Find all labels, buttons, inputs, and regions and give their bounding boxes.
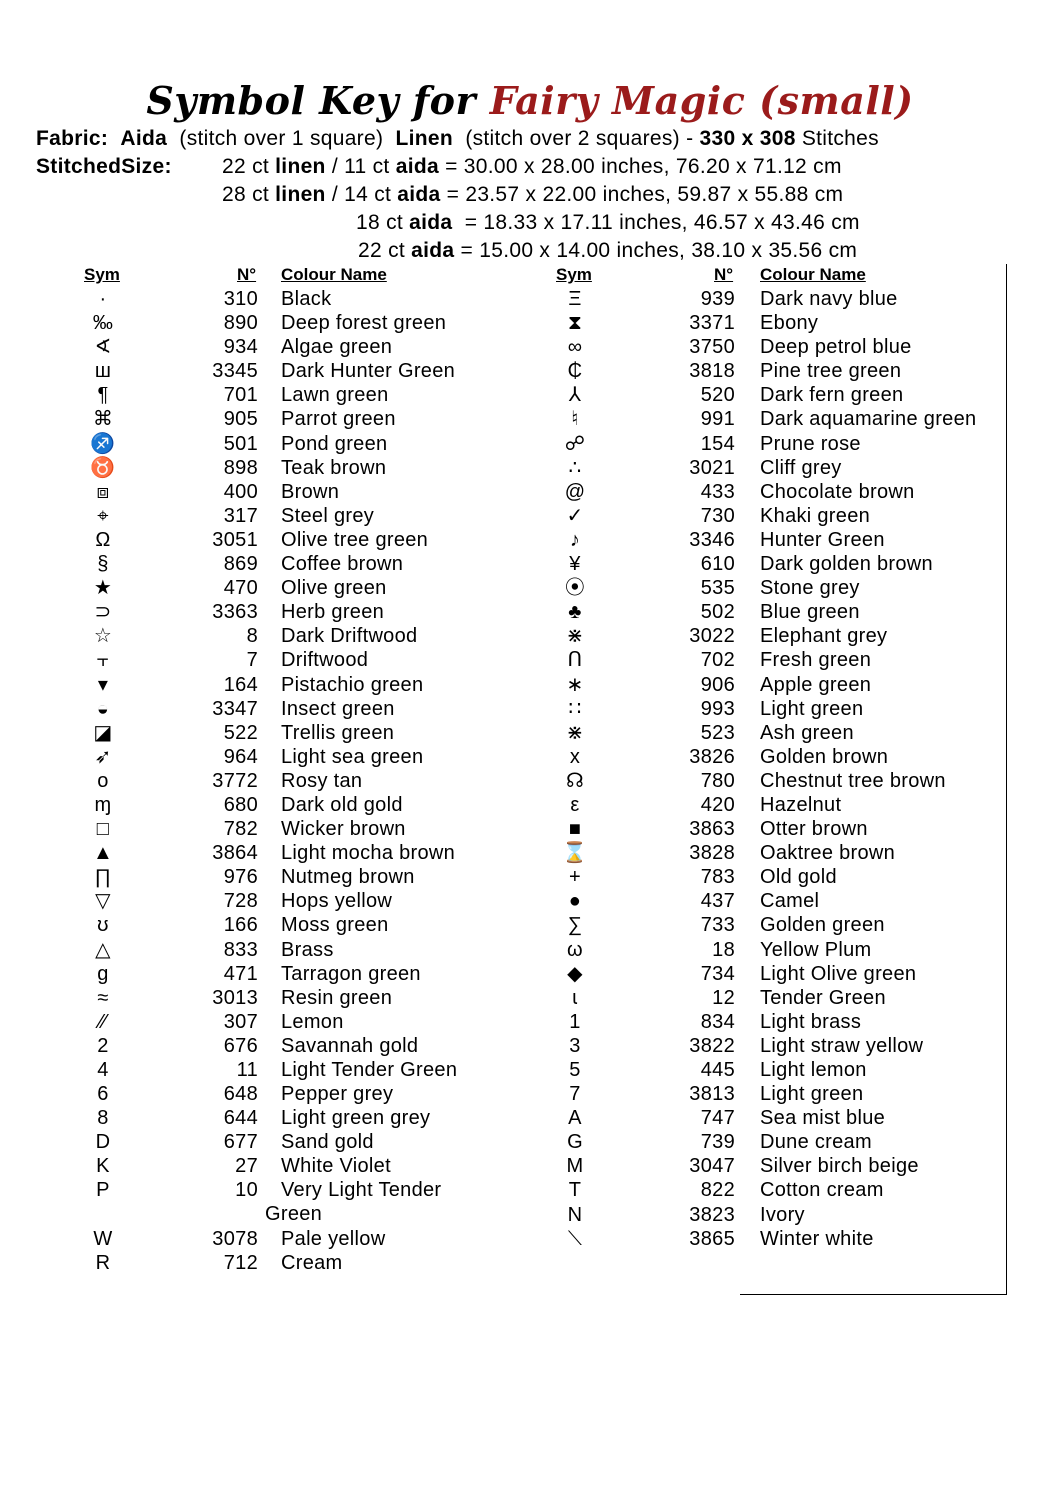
thread-number: 3863 [689,818,735,841]
symbol-glyph: G [567,1131,583,1154]
thread-number: 470 [223,577,258,600]
colour-name: Dark Hunter Green [281,360,456,383]
title-prefix: Symbol Key for [146,78,477,123]
thread-number: 166 [223,914,258,937]
symbol-glyph: ⧈ [96,480,110,503]
colour-name: Pine tree green [760,360,902,383]
thread-number: 730 [700,504,735,527]
symbol-glyph: Ξ [568,288,582,310]
thread-number: 964 [223,745,258,768]
colour-name: Hops yellow [281,890,393,913]
symbol-glyph: ‰ [92,312,114,335]
colour-name: Resin green [281,986,393,1009]
header-colour-name: Colour Name [281,265,387,284]
colour-name: Rosy tan [281,769,363,792]
thread-number: 3813 [689,1083,735,1106]
colour-name: Tarragon green [281,962,421,985]
symbol-glyph: ɱ [94,793,112,816]
symbol-glyph: 3 [569,1034,581,1057]
thread-number: 610 [700,553,735,576]
thread-number: 3828 [689,842,735,865]
symbol-glyph: 4 [97,1059,109,1081]
colour-name: Dark aquamarine green [760,408,977,431]
colour-name: Pepper grey [281,1083,394,1106]
symbol-glyph: ☊ [565,769,585,792]
colour-name: Ebony [760,312,819,335]
symbol-glyph: + [569,866,581,889]
colour-name: Light lemon [760,1059,867,1081]
colour-name: Brown [281,480,340,503]
colour-name: Prune rose [760,432,861,455]
thread-number: 747 [700,1107,735,1130]
colour-name: Yellow Plum [760,938,872,961]
thread-number: 3750 [689,336,735,359]
table-border-bottom [740,1294,1007,1295]
colour-name: Very Light Tender Green [265,1179,442,1226]
thread-number: 433 [700,480,735,503]
thread-number: 976 [223,866,258,889]
colour-name: Coffee brown [281,553,404,576]
pattern-name: Fairy Magic (small) [489,78,914,123]
colour-name: Light sea green [281,745,424,768]
size-row: 22 ct aida = 15.00 x 14.00 inches, 38.10 x 35.56 cm [358,239,858,262]
symbol-glyph: ⫟ [96,649,110,672]
colour-name: Light mocha brown [281,842,456,865]
symbol-glyph: 1 [569,1010,581,1033]
colour-name: Khaki green [760,504,871,527]
thread-number: 644 [223,1107,258,1130]
colour-name: Steel grey [281,504,375,527]
symbol-glyph: ¥ [569,553,581,576]
colour-name: Wicker brown [281,818,406,841]
thread-number: 317 [223,504,258,527]
fabric-linen: Linen [395,127,454,150]
symbol-glyph: g [97,962,109,985]
thread-number: 734 [700,962,735,985]
thread-number: 3826 [689,745,735,768]
colour-name: Light green grey [281,1107,431,1130]
colour-name: Insect green [281,697,395,720]
thread-number: 3864 [212,842,258,865]
symbol-glyph: ʊ [97,914,109,937]
symbol-glyph: ☍ [564,432,586,455]
thread-number: 934 [223,336,258,359]
thread-number: 400 [223,480,258,503]
symbol-glyph: ¶ [97,384,109,407]
thread-number: 471 [223,962,258,985]
thread-number: 869 [223,553,258,576]
symbol-glyph: ★ [93,577,113,600]
thread-number: 12 [712,986,735,1009]
thread-number: 164 [223,673,258,696]
colour-name: Dark navy blue [760,288,898,310]
thread-number: 898 [223,456,258,479]
thread-number: 3818 [689,360,735,383]
thread-number: 702 [700,649,735,672]
symbol-glyph: ω [567,938,583,961]
size-row: 22 ct linen / 11 ct aida = 30.00 x 28.00 inches, 76.20 x 71.12 cm [222,155,842,178]
thread-number: 677 [223,1131,258,1154]
colour-name: Deep petrol blue [760,336,912,359]
colour-name: Teak brown [281,456,387,479]
thread-number: 712 [223,1251,258,1274]
symbol-glyph: ⋇ [566,721,584,744]
colour-name: Light Tender Green [281,1059,458,1081]
thread-number: 3022 [689,625,735,648]
symbol-glyph: ▲ [92,842,114,865]
symbol-glyph: @ [564,480,586,503]
colour-name: Herb green [281,601,385,624]
colour-name: Dark old gold [281,793,403,816]
symbol-glyph: N [567,1203,583,1226]
symbol-glyph: ♐ [90,432,116,455]
thread-number: 3021 [689,456,735,479]
symbol-glyph: o [97,769,109,792]
symbol-glyph: x [569,745,581,768]
thread-number: 7 [246,649,258,672]
colour-name: Dark golden brown [760,553,933,576]
colour-name: Chocolate brown [760,480,915,503]
colour-name: Ivory [760,1203,805,1226]
symbol-glyph: ɩ [572,986,578,1009]
symbol-glyph: ◒ [96,697,110,720]
size-row: 28 ct linen / 14 ct aida = 23.57 x 22.00 inches, 59.87 x 55.88 cm [222,183,844,206]
colour-name: Chestnut tree brown [760,769,946,792]
thread-number: 3047 [689,1155,735,1178]
stitch-count: 330 x 308 [699,127,796,150]
symbol-glyph: ♣ [568,601,582,624]
thread-number: 520 [700,384,735,407]
symbol-glyph: ⋇ [566,625,584,648]
colour-name: White Violet [281,1155,391,1178]
symbol-glyph: ⌘ [92,408,114,431]
header-num: N° [714,265,734,284]
symbol-glyph: △ [95,938,111,961]
colour-name: Blue green [760,601,860,624]
thread-number: 3346 [689,528,735,551]
symbol-glyph: ♉ [90,456,116,479]
colour-name: Light green [760,697,864,720]
thread-number: 154 [700,432,735,455]
colour-name: Stone grey [760,577,860,600]
thread-number: 10 [235,1179,258,1202]
symbol-glyph: · [99,288,107,310]
symbol-glyph: ∑ [567,914,583,937]
colour-name: Pond green [281,432,388,455]
symbol-glyph: ◪ [93,721,113,744]
symbol-glyph: ☆ [93,625,113,648]
colour-name: Apple green [760,673,872,696]
thread-number: 906 [700,673,735,696]
thread-number: 437 [700,890,735,913]
symbol-glyph: ➶ [94,745,112,768]
colour-name: Savannah gold [281,1034,419,1057]
symbol-glyph: ■ [568,818,582,841]
thread-number: 3078 [212,1227,258,1250]
colour-name: Olive green [281,577,387,600]
colour-name: Cliff grey [760,456,842,479]
colour-name: Hazelnut [760,793,842,816]
thread-number: 728 [223,890,258,913]
colour-name: Light green [760,1083,864,1106]
colour-name: Dark Driftwood [281,625,418,648]
symbol-glyph: ∢ [94,336,112,359]
thread-number: 3013 [212,986,258,1009]
colour-name: Parrot green [281,408,396,431]
symbol-glyph: ▾ [97,673,109,696]
fabric-line [36,127,879,151]
thread-number: 782 [223,818,258,841]
colour-name: Light Olive green [760,962,917,985]
thread-number: 3822 [689,1034,735,1057]
colour-name: Camel [760,890,820,913]
symbol-glyph: ≈ [97,986,109,1009]
colour-name: Oaktree brown [760,842,896,865]
thread-number: 3865 [689,1227,735,1250]
colour-name: Algae green [281,336,393,359]
colour-name: Pale yellow [281,1227,386,1250]
colour-name: Pistachio green [281,673,424,696]
thread-number: 648 [223,1083,258,1106]
symbol-glyph: ♪ [569,528,581,551]
thread-number: 733 [700,914,735,937]
symbol-glyph: □ [96,818,110,841]
colour-name: Brass [281,938,334,961]
colour-name: Dune cream [760,1131,872,1154]
colour-name: Lawn green [281,384,389,407]
thread-number: 3823 [689,1203,735,1226]
symbol-glyph: ▽ [95,890,111,913]
colour-name: Golden green [760,914,885,937]
header-sym: Sym [84,265,120,284]
symbol-glyph: R [95,1251,111,1274]
symbol-glyph: ⧗ [567,312,583,335]
symbol-glyph: ⟍ [567,1227,583,1250]
size-row: 18 ct aida = 18.33 x 17.11 inches, 46.57 x 43.46 cm [356,211,860,234]
symbol-glyph: P [96,1179,110,1202]
thread-number: 310 [223,288,258,310]
symbol-glyph: M [566,1155,584,1178]
symbol-glyph: Ω [95,528,111,551]
colour-name: Hunter Green [760,528,885,551]
colour-name: Cotton cream [760,1179,884,1202]
header-num: N° [237,265,257,284]
thread-number: 3347 [212,697,258,720]
colour-name: Cream [281,1251,343,1274]
colour-name: Sea mist blue [760,1107,886,1130]
thread-number: 8 [246,625,258,648]
symbol-glyph: ⌖ [97,504,109,527]
colour-name: Nutmeg brown [281,866,415,889]
thread-number: 27 [235,1155,258,1178]
symbol-glyph: 7 [569,1083,581,1106]
colour-name: Winter white [760,1227,874,1250]
symbol-glyph: ∷ [568,697,582,720]
symbol-glyph: ⅄ [568,384,582,407]
thread-number: 3363 [212,601,258,624]
colour-name: Light brass [760,1010,862,1033]
symbol-glyph: ⊃ [94,601,112,624]
symbol-glyph: ◆ [567,962,583,985]
colour-name: Old gold [760,866,837,889]
thread-number: 445 [700,1059,735,1081]
symbol-glyph: D [95,1131,111,1154]
thread-number: 993 [700,697,735,720]
colour-name: Elephant grey [760,625,888,648]
symbol-glyph: ⌛ [562,842,588,865]
symbol-glyph: K [96,1155,110,1178]
symbol-glyph: ⦿ [564,577,586,600]
thread-number: 833 [223,938,258,961]
thread-number: 3345 [212,360,258,383]
stitches-word: Stitches [801,127,879,150]
symbol-glyph: ₵ [567,360,583,383]
symbol-glyph: ε [570,793,580,816]
colour-name: Golden brown [760,745,889,768]
thread-number: 905 [223,408,258,431]
thread-number: 701 [223,384,258,407]
header-colour-name: Colour Name [760,265,866,284]
colour-name: Trellis green [281,721,395,744]
symbol-glyph: ᑎ [567,649,583,672]
thread-number: 834 [700,1010,735,1033]
colour-name: Olive tree green [281,528,429,551]
colour-name: Tender Green [760,986,886,1009]
symbol-glyph: W [93,1227,113,1250]
symbol-glyph: 2 [97,1034,109,1057]
thread-number: 18 [712,938,735,961]
colour-name: Moss green [281,914,389,937]
table-border-right [1006,264,1007,1295]
colour-name: Black [281,288,332,310]
thread-number: 890 [223,312,258,335]
thread-number: 502 [700,601,735,624]
colour-name: Deep forest green [281,312,447,335]
thread-number: 501 [223,432,258,455]
symbol-glyph: ⁄⁄ [99,1010,107,1033]
thread-number: 780 [700,769,735,792]
page-title [0,78,1060,123]
thread-number: 522 [223,721,258,744]
thread-number: 523 [700,721,735,744]
fabric-aida-note: (stitch over 1 square) [179,127,384,150]
colour-name: Light straw yellow [760,1034,924,1057]
thread-number: 939 [700,288,735,310]
symbol-glyph: ∗ [566,673,584,696]
thread-number: 739 [700,1131,735,1154]
symbol-glyph: ∏ [94,866,112,889]
thread-number: 3371 [689,312,735,335]
colour-name: Otter brown [760,818,868,841]
thread-number: 991 [700,408,735,431]
thread-number: 676 [223,1034,258,1057]
fabric-linen-note: (stitch over 2 squares) - [465,127,694,150]
symbol-glyph: T [568,1179,582,1202]
colour-name: Fresh green [760,649,872,672]
thread-number: 783 [700,866,735,889]
colour-name: Driftwood [281,649,369,672]
thread-number: 3772 [212,769,258,792]
symbol-glyph: ∞ [567,336,583,359]
colour-name: Sand gold [281,1131,374,1154]
colour-name: Dark fern green [760,384,904,407]
symbol-glyph: ✓ [566,504,584,527]
thread-number: 822 [700,1179,735,1202]
symbol-glyph: ∴ [568,456,582,479]
fabric-label: Fabric: [36,127,109,150]
symbol-glyph: ш [94,360,112,383]
colour-name: Silver birch beige [760,1155,919,1178]
symbol-glyph: § [97,553,109,576]
colour-name: Lemon [281,1010,344,1033]
symbol-glyph: ● [568,890,582,913]
thread-number: 307 [223,1010,258,1033]
header-sym: Sym [556,265,592,284]
thread-number: 11 [236,1059,258,1081]
thread-number: 3051 [212,528,258,551]
symbol-glyph: 6 [97,1083,109,1106]
thread-number: 420 [700,793,735,816]
fabric-aida: Aida [120,127,168,150]
symbol-glyph: ♮ [571,408,579,431]
stitched-size-label: StitchedSize: [36,155,172,178]
symbol-glyph: A [568,1107,582,1130]
thread-number: 535 [700,577,735,600]
colour-name: Ash green [760,721,854,744]
symbol-glyph: 5 [569,1059,581,1081]
thread-number: 680 [223,793,258,816]
symbol-glyph: 8 [97,1107,109,1130]
